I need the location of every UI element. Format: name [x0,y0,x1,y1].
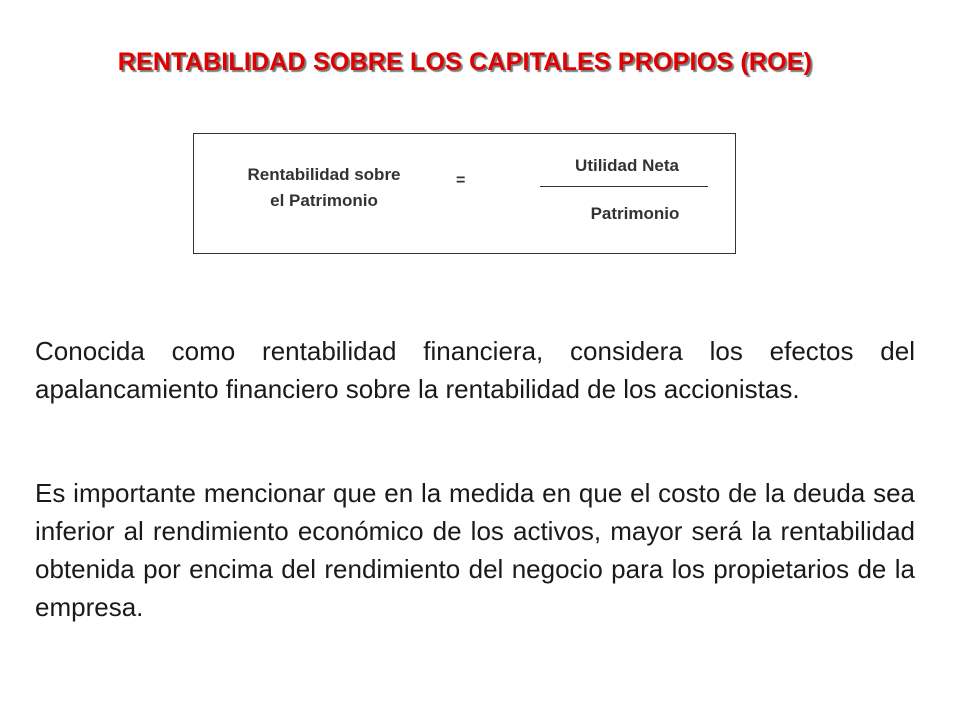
page-title: RENTABILIDAD SOBRE LOS CAPITALES PROPIOS (ROE) [117,48,813,76]
formula-numerator: Utilidad Neta [575,156,679,175]
paragraph-definition: Conocida como rentabilidad financiera, considera los efectos del apalancamiento financiero sobre la rentabilidad de los accionistas. [35,336,915,404]
equals-sign: = [456,172,466,189]
formula-lhs-line1: Rentabilidad sobre [247,165,401,184]
paragraph-explanation: Es importante mencionar que en la medida en que el costo de la deuda sea inferior al rendimiento económico de los activos, mayor será la rentabilidad obtenida por encima del rendimiento del negocio para los propietarios de la empresa. [35,478,915,622]
fraction-bar [540,186,708,187]
formula-denominator: Patrimonio [590,204,680,223]
formula-lhs [214,162,434,214]
formula-lhs-line2: el Patrimonio [270,191,378,210]
roe-formula-box [193,133,736,254]
